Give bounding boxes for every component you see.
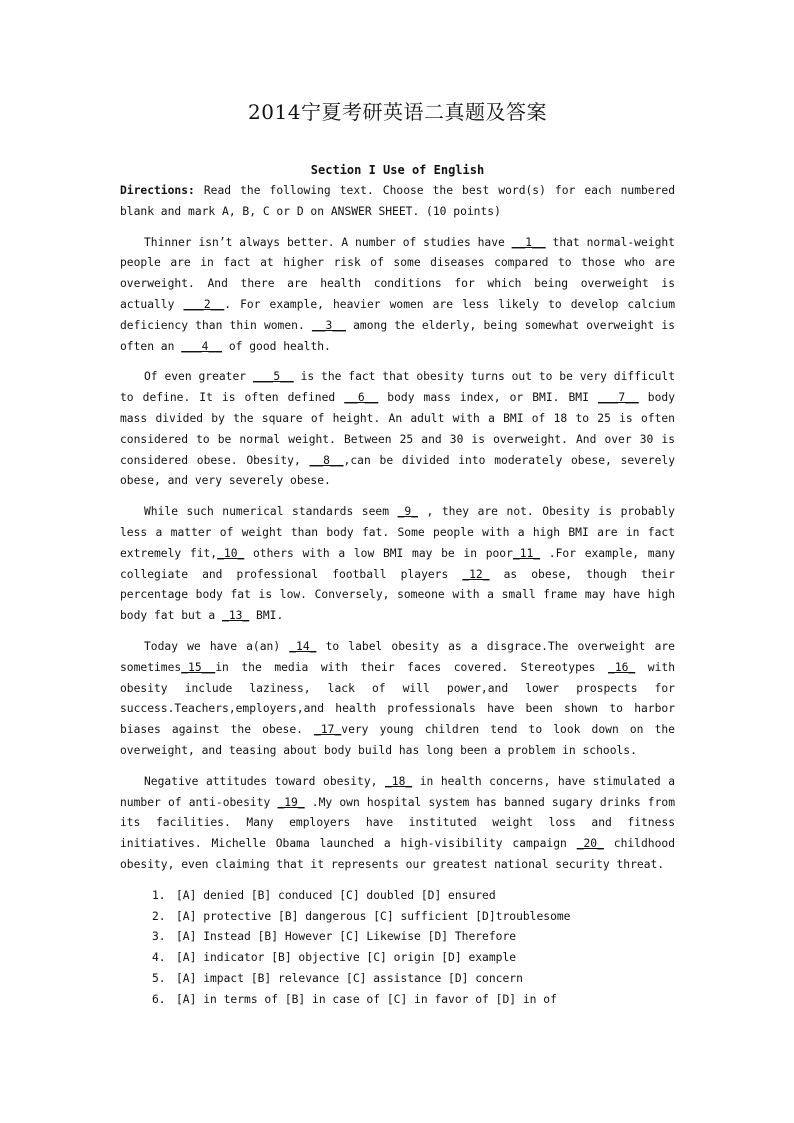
passage-text: in health concerns, have stimulated a number of anti-obesity [120,774,676,809]
section-title: Section I Use of English [310,163,485,177]
passage-text: that normal-weight people are in fact at higher risk of some diseases compared to those who are overweight. And there are health conditions for which being overweight is actually [120,235,675,311]
blank-marker: _15__ [181,660,216,674]
passage-paragraph [120,637,675,762]
blank-marker: _14_ [289,639,317,653]
option-choices: [A] Instead [B] However [C] Likewise [D] Therefore [176,930,517,944]
option-choices: [A] indicator [B] objective [C] origin [D] example [176,951,517,965]
passage-text: among the elderly, being somewhat overweight is often an [120,318,675,353]
option-choices: [A] denied [B] conduced [C] doubled [D] ensured [176,888,496,902]
passage-text: as obese, though their percentage body fat is low. Conversely, someone with a small frame may have high body fat but a [120,567,675,623]
directions [120,181,675,223]
option-number: 1. [152,888,166,902]
blank-marker: ___5__ [252,370,294,384]
option-number: 3. [152,930,166,944]
option-choices: [A] impact [B] relevance [C] assistance [D] concern [176,971,523,985]
passage-text: Thinner isn’t always better. A number of studies have [144,235,512,249]
blank-marker: _12_ [462,567,490,581]
blank-marker: _16_ [608,660,636,674]
passage-text: Today we have a(an) [144,639,290,653]
answer-options-list [120,886,675,1011]
passage-text: Negative attitudes toward obesity, [144,774,385,788]
passage-text: body mass divided by the square of height. An adult with a BMI of 18 to 25 is often considered to be normal weight. Between 25 and 30 is overweight. And over 30 is considered obese. Obesity, [120,391,675,467]
option-number: 2. [152,909,166,923]
passage-text: others with a low BMI may be in poor [244,546,513,560]
option-number: 6. [152,992,166,1006]
blank-marker: __8__ [309,453,344,467]
passage-paragraph [120,367,675,492]
passage-text: childhood obesity, even claiming that it represents our greatest national security threat. [120,837,675,871]
passage-text: .My own hospital system has banned sugary drinks from its facilities. Many employers have instituted weight loss and fitness initiatives. Michelle Obama launched a high-visibility campaign [120,795,675,851]
passage-text: with obesity include laziness, lack of will power,and lower prospects for success.Teachers,employers,and health professionals have been shown to harbor biases against the obese. [120,660,675,737]
blank-marker: _10_ [217,546,245,560]
passage-paragraph [120,772,675,876]
blank-marker: ___7__ [597,391,639,405]
answer-option-row [152,990,675,1011]
passage-text: very young children tend to look down on the overweight, and teasing about body build has long been a problem in schools. [120,723,675,757]
option-choices: [A] in terms of [B] in case of [C] in favor of [D] in of [176,992,557,1006]
passage-text: is the fact that obesity turns out to be very difficult to define. It is often defined [120,370,676,405]
passage-text: ,can be divided into moderately obese, severely obese, and very severely obese. [120,453,675,488]
passage-text: .For example, many collegiate and professional football players [120,546,675,581]
passage-text: to label obesity as a disgrace.The overweight are sometimes [120,639,675,674]
passage-paragraph [120,233,675,358]
passage-text: Of even greater [144,370,253,384]
blank-marker: _20_ [576,837,604,851]
answer-option-row [152,969,675,990]
passage-text: While such numerical standards seem [144,505,398,519]
blank-marker: _9_ [397,505,418,519]
passage-paragraph [120,502,675,627]
blank-marker: __6__ [344,391,379,405]
passage-text: , they are not. Obesity is probably less a matter of weight than body fat. Some people with a high BMI are in fact extremely fit, [120,505,675,560]
blank-marker: _17_ [314,723,342,737]
exam-page [120,96,675,1010]
passage-text: . For example, heavier women are less likely to develop calcium deficiency than thin women. [120,297,676,332]
option-number: 5. [152,971,166,985]
passage-text: in the media with their faces covered. Stereotypes [215,660,609,674]
directions-text: Read the following text. Choose the best word(s) for each numbered blank and mark A, B, C or D on ANSWER SHEET. (10 points) [120,184,675,218]
answer-option-row [152,886,675,907]
option-number: 4. [152,951,166,965]
passage [120,233,675,876]
answer-option-row [152,907,675,928]
answer-option-row [152,948,675,969]
passage-text: BMI. [249,609,284,623]
option-choices: [A] protective [B] dangerous [C] sufficient [D]troublesome [176,909,571,923]
blank-marker: _18_ [384,774,413,788]
document-title: 2014宁夏考研英语二真题及答案 [248,100,547,124]
blank-marker: _11_ [512,546,541,560]
passage-text: body mass index, or BMI. BMI [378,391,598,405]
passage-text: of good health. [222,339,331,353]
blank-marker: _13_ [222,609,250,623]
blank-marker: ___4__ [181,339,223,353]
blank-marker: ___2__ [183,297,225,311]
blank-marker: __3__ [311,318,346,332]
blank-marker: _19_ [277,795,305,809]
answer-option-row [152,927,675,948]
blank-marker: __1__ [511,235,546,249]
directions-label: Directions: [120,184,195,197]
